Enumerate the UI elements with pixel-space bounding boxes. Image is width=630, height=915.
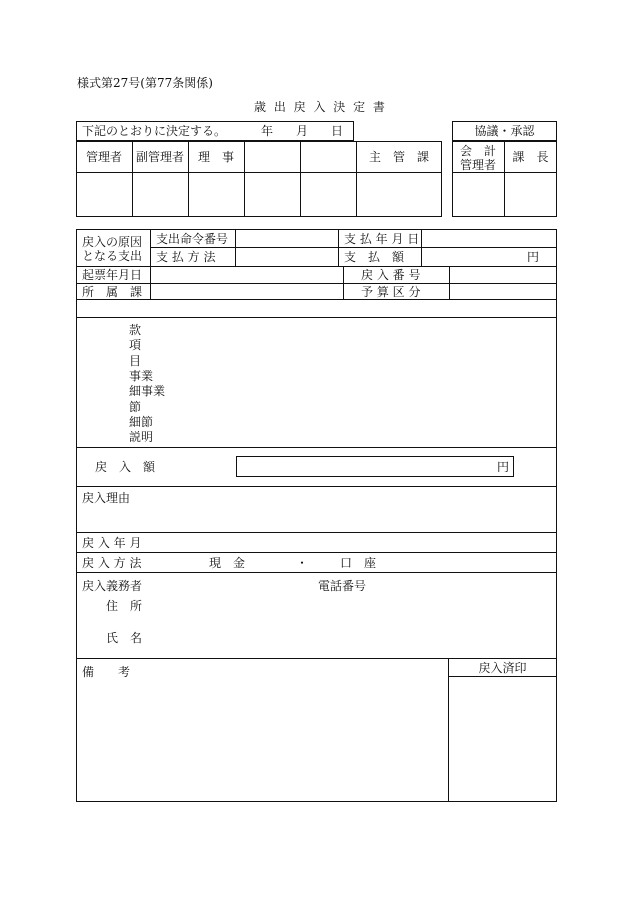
- grid-line: [300, 141, 301, 217]
- refund-seal-label: 戻入済印: [478, 661, 527, 675]
- refund-no-label: 戻 入 番 号: [361, 268, 421, 282]
- consult-label: 協議・承認: [474, 124, 535, 138]
- budget-item-description: 説明: [129, 430, 154, 444]
- grid-line: [150, 247, 557, 248]
- col-main-section: 主 管 課: [368, 150, 429, 164]
- cause-label-1: 戻入の原因: [82, 235, 143, 249]
- grid-line: [76, 572, 557, 573]
- grid-line: [76, 552, 557, 553]
- remarks-label: 備 考: [82, 665, 131, 679]
- phone-label: 電話番号: [318, 579, 367, 593]
- address-label: 住 所: [106, 599, 143, 613]
- grid-line: [76, 266, 557, 267]
- payment-amount-label: 支 払 額: [344, 250, 405, 264]
- cause-label-2: となる支出: [82, 249, 143, 263]
- obligor-label: 戻入義務者: [82, 579, 143, 593]
- grid-line: [421, 229, 422, 266]
- department-label: 所 属 課: [82, 285, 143, 299]
- col-manager: 管理者: [85, 150, 122, 164]
- grid-line: [338, 229, 339, 266]
- grid-line: [76, 532, 557, 533]
- col-section-chief: 課 長: [512, 150, 549, 164]
- refund-amount-yen: 円: [497, 460, 510, 474]
- grid-line: [76, 658, 557, 659]
- budget-item-project: 事業: [129, 369, 154, 383]
- grid-line: [76, 172, 442, 173]
- refund-amount-field[interactable]: [236, 456, 514, 477]
- main-form-frame: [76, 229, 557, 802]
- grid-line: [235, 229, 236, 266]
- grid-line: [448, 658, 449, 802]
- refund-reason-label: 戻入理由: [82, 491, 131, 505]
- page-title: 歳 出 戻 入 決 定 書: [254, 100, 387, 114]
- refund-method-label: 戻 入 方 法: [82, 556, 142, 570]
- refund-amount-label: 戻 入 額: [95, 460, 156, 474]
- method-cash[interactable]: 現 金: [209, 556, 246, 570]
- col-accounting-manager: 会 計 管理者: [459, 144, 496, 172]
- budget-item-sub-setsu: 細節: [129, 415, 154, 429]
- col-vice-manager: 副管理者: [135, 150, 184, 164]
- method-separator: ・: [296, 556, 309, 570]
- grid-line: [76, 317, 557, 318]
- col-director: 理 事: [197, 150, 234, 164]
- budget-item-setsu: 節: [129, 400, 142, 414]
- grid-line: [244, 141, 245, 217]
- refund-year-month-label: 戻 入 年 月: [82, 536, 142, 550]
- budget-item-kan: 款: [129, 323, 142, 337]
- year-label: 年: [261, 124, 274, 138]
- budget-category-label: 予 算 区 分: [361, 285, 421, 299]
- payment-order-no-label: 支出命令番号: [156, 232, 229, 246]
- payment-date-label: 支 払 年 月 日: [344, 232, 420, 246]
- grid-line: [76, 299, 557, 300]
- form-number: 様式第27号(第77条関係): [77, 76, 213, 90]
- budget-item-moku: 目: [129, 354, 142, 368]
- grid-line: [76, 447, 557, 448]
- decision-text: 下記のとおりに決定する。: [82, 124, 227, 138]
- name-label: 氏 名: [106, 631, 143, 645]
- payment-method-label: 支 払 方 法: [156, 250, 216, 264]
- grid-line: [76, 486, 557, 487]
- draft-date-label: 起票年月日: [82, 268, 143, 282]
- day-label: 日: [331, 124, 344, 138]
- budget-item-kou: 項: [129, 338, 142, 352]
- budget-item-sub-project: 細事業: [129, 384, 166, 398]
- grid-line: [76, 283, 557, 284]
- method-account[interactable]: 口 座: [340, 556, 377, 570]
- month-label: 月: [296, 124, 309, 138]
- payment-yen-label: 円: [527, 250, 540, 264]
- grid-line: [448, 676, 557, 677]
